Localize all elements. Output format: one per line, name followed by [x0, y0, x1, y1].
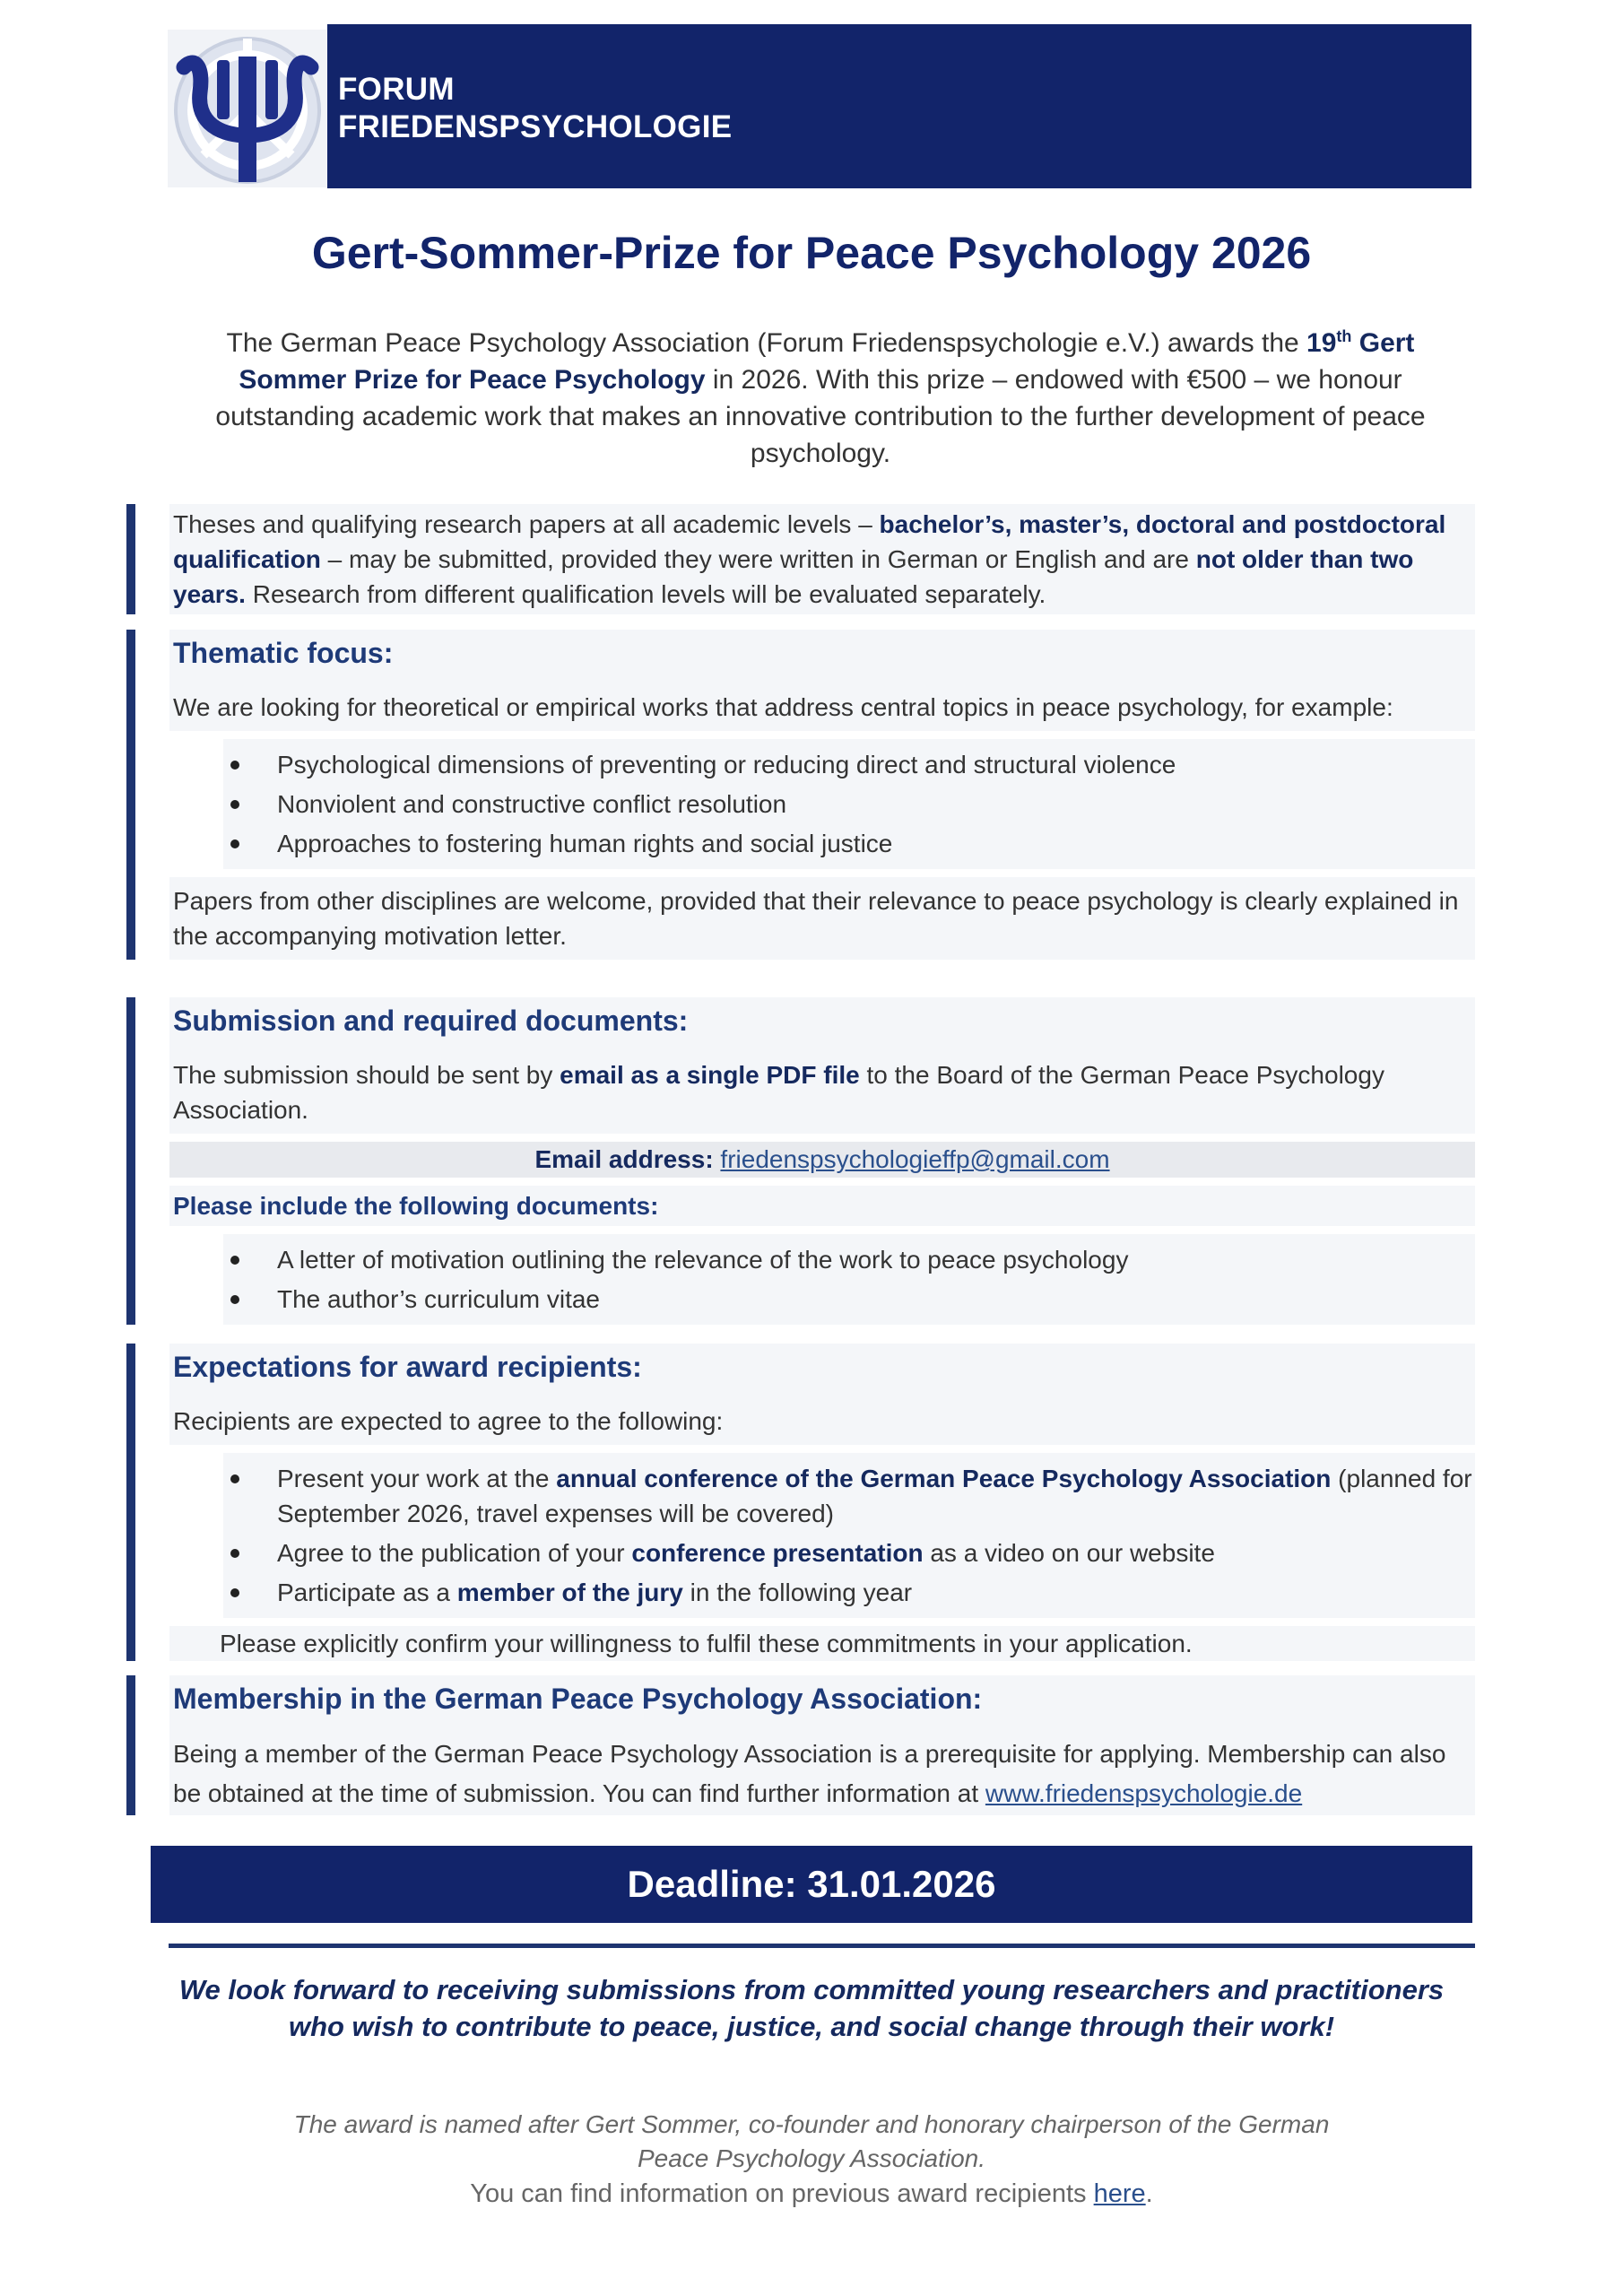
previous-recipients-end: .: [1145, 2179, 1153, 2208]
item-text: in the following year: [682, 1578, 913, 1606]
deadline-banner: Deadline: 31.01.2026: [151, 1846, 1472, 1923]
intro-paragraph: [178, 325, 1463, 472]
expectations-list: [223, 1453, 1475, 1618]
thematic-intro: We are looking for theoretical or empirical works that address central topics in peace psychology, for example:: [169, 683, 1475, 731]
list-item: [223, 1535, 1475, 1570]
email-row: [169, 1142, 1475, 1178]
expectations-intro: Recipients are expected to agree to the following:: [169, 1397, 1475, 1445]
intro-edition-suffix: th: [1336, 327, 1352, 345]
submission-format: email as a single PDF file: [560, 1061, 860, 1089]
expectations-section: [126, 1344, 1475, 1661]
submission-text: [169, 1051, 1475, 1134]
thematic-section: [126, 630, 1475, 960]
membership-heading: Membership in the German Peace Psychology Association:: [169, 1675, 1475, 1729]
intro-text-2: in 2026. With this prize – endowed with €500 – we honour outstanding academic work that makes an innovative contribution to the further development of peace psychology.: [215, 365, 1426, 468]
item-text: Participate as a: [277, 1578, 457, 1606]
documents-heading: Please include the following documents:: [169, 1186, 1475, 1226]
intro-text: The German Peace Psychology Association (Forum Friedenspsychologie e.V.) awards the: [226, 328, 1307, 358]
email-link[interactable]: friedenspsychologieffp@gmail.com: [720, 1145, 1110, 1173]
item-emphasis: annual conference of the German Peace Psychology Association: [556, 1465, 1332, 1492]
org-name-line2: FRIEDENSPSYCHOLOGIE: [338, 109, 733, 144]
eligibility-section: [126, 504, 1475, 614]
list-item: [223, 1575, 1475, 1610]
item-text: (planned for September 2026, travel expenses will be covered): [277, 1465, 1472, 1527]
list-item: A letter of motivation outlining the relevance of the work to peace psychology: [223, 1242, 1475, 1277]
list-item: Psychological dimensions of preventing or reducing direct and structural violence: [223, 747, 1475, 782]
membership-section: [126, 1675, 1475, 1815]
documents-list: [223, 1234, 1475, 1325]
previous-recipients-link[interactable]: here: [1093, 2179, 1146, 2208]
eligibility-text-3: Research from different qualification levels will be evaluated separately.: [245, 580, 1046, 608]
eligibility-text-2: – may be submitted, provided they were written in German or English and are: [320, 545, 1196, 573]
closing-statement: We look forward to receiving submissions from committed young researchers and practitioners who wish to contribute to peace, justice, and social change through their work!: [178, 1974, 1445, 2042]
page-title: Gert-Sommer-Prize for Peace Psychology 2026: [311, 228, 1312, 278]
submission-text-2: to the Board of the German Peace Psychology Association.: [173, 1061, 1384, 1124]
expectations-outro: Please explicitly confirm your willingness to fulfil these commitments in your application.: [169, 1626, 1475, 1661]
item-text: as a video on our website: [923, 1539, 1215, 1567]
thematic-list: [223, 739, 1475, 869]
item-text: Present your work at the: [277, 1465, 557, 1492]
divider: [169, 1944, 1475, 1948]
eligibility-text: [169, 504, 1475, 614]
logo: [168, 30, 327, 187]
org-banner: [327, 24, 1471, 188]
award-name-note: The award is named after Gert Sommer, co-founder and honorary chairperson of the German Peace Psychology Association.: [293, 2110, 1330, 2172]
org-name-line1: FORUM: [338, 72, 455, 107]
list-item: The author’s curriculum vitae: [223, 1282, 1475, 1317]
previous-recipients-text: You can find information on previous award recipients: [470, 2179, 1094, 2208]
expectations-heading: Expectations for award recipients:: [169, 1344, 1475, 1397]
intro-prize-name: Gert Sommer Prize for Peace Psychology: [239, 328, 1415, 395]
thematic-outro: Papers from other disciplines are welcome, provided that their relevance to peace psychology is clearly explained in the accompanying motivation letter.: [169, 877, 1475, 960]
eligibility-levels: bachelor’s, master’s, doctoral and postdoctoral qualification: [173, 510, 1446, 573]
intro-edition: 19: [1306, 328, 1337, 358]
item-text: Agree to the publication of your: [277, 1539, 632, 1567]
list-item: Approaches to fostering human rights and social justice: [223, 826, 1475, 861]
email-label: Email address:: [534, 1145, 714, 1173]
thematic-heading: Thematic focus:: [169, 630, 1475, 683]
eligibility-age-limit: not older than two years.: [173, 545, 1414, 608]
item-emphasis: member of the jury: [456, 1578, 683, 1606]
membership-text: [169, 1729, 1475, 1815]
previous-recipients-note: [269, 2177, 1354, 2211]
list-item: Nonviolent and constructive conflict resolution: [223, 787, 1475, 822]
eligibility-text-1: Theses and qualifying research papers at all academic levels –: [173, 510, 880, 538]
submission-text-1: The submission should be sent by: [173, 1061, 560, 1089]
submission-section: [126, 997, 1475, 1325]
psi-peace-logo-icon: [168, 30, 327, 187]
item-emphasis: conference presentation: [631, 1539, 924, 1567]
website-link[interactable]: www.friedenspsychologie.de: [985, 1779, 1303, 1807]
list-item: [223, 1461, 1475, 1531]
submission-heading: Submission and required documents:: [169, 997, 1475, 1051]
membership-body: Being a member of the German Peace Psychology Association is a prerequisite for applying. Membership can also be obtained at the time of submission. You can find further information at: [173, 1740, 1446, 1807]
